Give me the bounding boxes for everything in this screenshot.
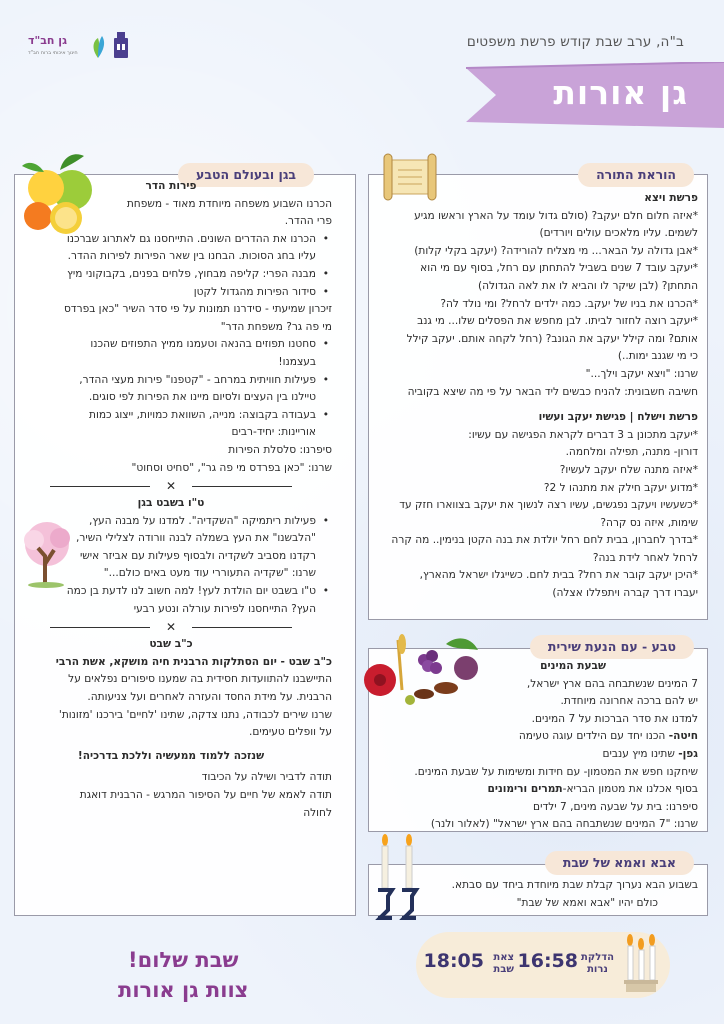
logo-tagline: חינוך איכותי ברוח חב"ד [28, 50, 78, 56]
torah-line: *יעקב רוצה לחזור לביתו. לבן מחפש את הפסלים שלו... מי גנב [417, 315, 698, 328]
torah-line: *אבן גדולה על הבאר... מי מצליח להורידה? (יעקב בקלי קלות) [414, 244, 698, 257]
kaf-bet-bold: כ"ב שבט - יום הסתלקות הרבנית חיה מושקא, אשת הרבי [55, 655, 332, 668]
grape-text: שתינו מיץ ענבים [602, 747, 679, 760]
torah-line: *איזה מתנה שלח יעקב לעשיו? [559, 463, 698, 476]
citrus-bullet-item [10, 284, 332, 302]
thanks-line: לחולה [303, 806, 332, 819]
candle-times-panel [416, 932, 670, 998]
citrus-line: הכרנו השבוע משפחה מיוחדת מאוד - משפחת [126, 197, 332, 210]
wheat-label: חיטה- [668, 730, 698, 743]
citrus-activity-item [10, 372, 332, 407]
torah-line: חשיבה חשבונית: להניח כבשים ליד הבאר על פי מה שיצא בקוביה [407, 385, 698, 398]
torah-line: *איזה חלום חלם יעקב? (סולם גדול עומד על הארץ וראשו מגיע [414, 209, 698, 222]
wheat-text: הכנו יחד עם הילדים עוגה טעימה [518, 730, 669, 743]
torah-line [376, 401, 698, 409]
species-line [376, 781, 698, 799]
tu-bishvat-bullet-item-line: • ט"ו בשבט יום הולדת לעץ! למה חשוב לנו לדעת בן כמה [66, 585, 316, 598]
species-line: 7 המינים שנשתבחה בהם ארץ ישראל, [526, 677, 698, 690]
torah-line: התחתן? (לבן שיקר לו והביא לו את לאה הגדולה) [477, 279, 698, 292]
torah-line: *יעקב עובד 7 שנים בשביל להתחתן עם רחל, בסוף עם מי הוא [420, 262, 698, 275]
citrus-line: מי פה גר? משפחת הדר" [220, 320, 332, 333]
tu-bishvat-bullet-item-line: שרנו: "שקדיה התעוררי עוד מעט באים כולם..." [103, 567, 316, 580]
citrus-activity-list [10, 336, 332, 442]
thanks-line: תודה לאמא של חיים על הסיפור המרגש - הרבנית דואגת [79, 789, 332, 801]
citrus-activity-item [10, 407, 332, 442]
shabbat-title: אבא ואמא של שבת [545, 851, 694, 875]
species-fruit-bold: תמרים ורימונים [487, 783, 563, 796]
shabbat-end-time: 18:05 [423, 950, 484, 972]
torah-line: *בדרך לחברון, בבית לחם רחל יולדת את בנה הקטן בנימין.. מה קרה [391, 534, 698, 547]
almond-tree-icon [16, 520, 78, 588]
tu-bishvat-bullet-item-line: העץ? התייחסנו לפירות עורלה ונטע רבעי [133, 602, 316, 615]
citrus-bullet-item-line: עליו בחג הסוכות. הבחנו בין שאר הפירות לפירות ההדר. [67, 250, 316, 263]
torah-line: פרשת וישלח | פגישת יעקב ועשיו [538, 411, 698, 424]
citrus-bullet-item-line: • הכרנו את ההדרים השונים. התייחסנו גם לאתרוג שברכנו [66, 232, 316, 245]
species-heading: שבעת המינים [540, 660, 606, 672]
torah-line: *יעקב מתכונן ב 3 דברים לקראת הפגישה עם עשיו: [468, 428, 698, 441]
citrus-line: פרי ההדר. [284, 215, 332, 228]
tu-bishvat-heading: ט"ו בשבט בגן [137, 497, 205, 510]
torah-line: שרנו: "ויצא יעקב וילך..." [585, 367, 698, 380]
torah-line: פרשת ויצא [644, 192, 698, 204]
shabbat-line-1: בשבוע הבא נערוך קבלת שבת מיוחדת ביחד עם סבתא. [451, 879, 698, 891]
species-line: למדנו את סדר הברכות על 7 המינים. [531, 712, 698, 725]
torah-content [376, 190, 698, 603]
shabbat-shalom: שבת שלום! [128, 948, 239, 972]
species-content [376, 658, 698, 834]
species-line: יש להם ברכה אחרונה מיוחדת. [560, 695, 698, 708]
torah-line: כי מי שגנב ימות..) [617, 350, 698, 363]
tu-bishvat-bullet-item-line: • פעילות ריתמיקה "השקדיה". למדנו על מבנה העץ, [88, 514, 316, 527]
kaf-bet-line: התיישבנו להתוועדות חסידית בה שמענו סיפורים נפלאים על [68, 673, 332, 686]
logo-area [22, 30, 132, 64]
kaf-bet-line: שרנו שירים לכבודה, נתנו צדקה, שתינו 'לחיים' בירכנו 'מזונות' [58, 708, 332, 721]
species-line: שיחקנו חפש את המטמון- עם חידות ומשימות על שבעת המינים. [414, 765, 698, 778]
shabbat-line-2: כולם יהיו "אבא ואמא של שבת" [516, 897, 658, 909]
candle-lighting-time: 16:58 [517, 950, 578, 972]
citrus-bullet-item-line: • מבנה הפרי: קליפה מבחוץ, פלחים בפנים, בקבוקוני מיץ [67, 267, 316, 280]
torah-title: הוראת התורה [578, 163, 694, 187]
tu-bishvat-bullet-item-line: רקדנו מסביב לשקדיה ולבסוף פעילות עם אביזר אישי [79, 549, 316, 562]
thanks-line: תודה לדביר ושילה על הכיבוד [201, 771, 332, 784]
kaf-bet-line: על וופלים טעימים. [248, 726, 332, 739]
tu-bishvat-bullet-item-line: "הלבשנו" את העץ בשמלה לבנה וורודה לצלילי השיר, [76, 532, 316, 545]
citrus-activity-item-line: טיילנו בין העצים ולסיום מיינו את הפירות לפי סוגים. [88, 391, 316, 404]
team-signature: צוות גן אורות [118, 978, 249, 1002]
nature-content [10, 178, 332, 822]
shabbat-end-label: צאת שבת [493, 952, 514, 975]
citrus-bullet-list [10, 231, 332, 301]
torah-line: *הכרנו את בניו של יעקב. כמה ילדים לרחל? ומי נולד לה? [440, 297, 698, 310]
species-story: סיפרנו: בית על שבעה מינים, 7 ילדים [533, 800, 698, 813]
citrus-bullet-item [10, 231, 332, 266]
torah-line: דורון- מתנה, תפילה ומלחמה. [565, 446, 698, 459]
species-title: טבע - עם הנעת שירית [530, 635, 694, 659]
torah-line: יעברו דרך קברה ויתפללו אצלה) [552, 587, 698, 600]
page-title: גן אורות [553, 73, 688, 112]
tu-bishvat-bullet-item [10, 583, 332, 618]
divider: ✕ [10, 479, 332, 493]
kaf-bet-heading: כ"ב שבט [149, 638, 193, 651]
citrus-line: סיפרנו: סלסלת הפירות [228, 443, 332, 456]
kaf-bet-line: הרבנית. על מידת החסד והעזרה לאחרים ועל צניעותה. [87, 691, 332, 704]
nature-title: בגן ובעולם הטבע [178, 163, 314, 187]
species-song: שרנו: "7 המינים שנשתבחה בהם ארץ ישראל" (לאלור ולנר) [430, 818, 698, 831]
candles-icon [620, 934, 662, 994]
grape-label: גפן- [678, 747, 698, 760]
citrus-activity-item-line: בעצמנו! [278, 355, 316, 368]
citrus-line: שרנו: "כאן בפרדס מי פה גר", "סחיט וסחוט" [131, 461, 332, 474]
divider: ✕ [10, 620, 332, 634]
citrus-activity-item-line: • בעבודה בקבוצה: מנייה, השוואת כמויות, ייצוג כמות [88, 408, 316, 421]
citrus-activity-item-line: • סחטנו תפוזים בהנאה וטעמנו ממיץ התפוזים שהכנו [90, 338, 316, 351]
species-line-text: בסוף אכלנו את מטמון הבריא- [562, 783, 698, 796]
shabbat-content [376, 876, 698, 912]
logo-name: גן חב"ד [28, 34, 67, 47]
torah-line: לרחל לאחר לידת בנה? [592, 551, 698, 564]
torah-line: *היכן יעקב קובר את רחל? בבית לחם. כשייגלו ישראל מהארץ, [419, 569, 698, 582]
torah-line: *מדוע יעקב חילק את מתנהו ל 2? [543, 481, 698, 494]
torah-line: שימות, איזה נס קרה? [600, 516, 698, 529]
torah-line: אותם? ומה קילל יעקב את הגונב? (רחל לקחה אותם. יעקב קילל [406, 332, 698, 345]
candle-lighting-label: הדלקת נרות [581, 952, 614, 975]
citrus-activity-item-line: אוריינות: יחיד-רבים [231, 426, 316, 439]
torah-line: לשמים. עליו מלאכים עולים ויורדים) [539, 227, 698, 240]
citrus-bullet-item-line: • סידור הפירות מהגדול לקטן [193, 285, 316, 298]
kaf-bet-motto: שנזכה ללמוד ממעשיה וללכת בדרכיה! [77, 749, 265, 762]
citrus-activity-item-line: • פעילות חוויתית במרחב - "קטפנו" פירות מעצי ההדר, [79, 373, 316, 386]
citrus-heading: פירות הדר [145, 180, 197, 192]
citrus-activity-item [10, 336, 332, 371]
citrus-line: זיכרון שמיעתי - סידרנו תמונות על פי סדר השיר "כאן בפרדס [63, 303, 332, 316]
citrus-bullet-item [10, 266, 332, 284]
parasha-line: ב"ה, ערב שבת קודש פרשת משפטים [466, 34, 684, 50]
torah-line: *כשעשיו ויעקב נפגשים, עשיו רצה לנשוך את יעקב בצווארו חזק עד [399, 499, 698, 512]
